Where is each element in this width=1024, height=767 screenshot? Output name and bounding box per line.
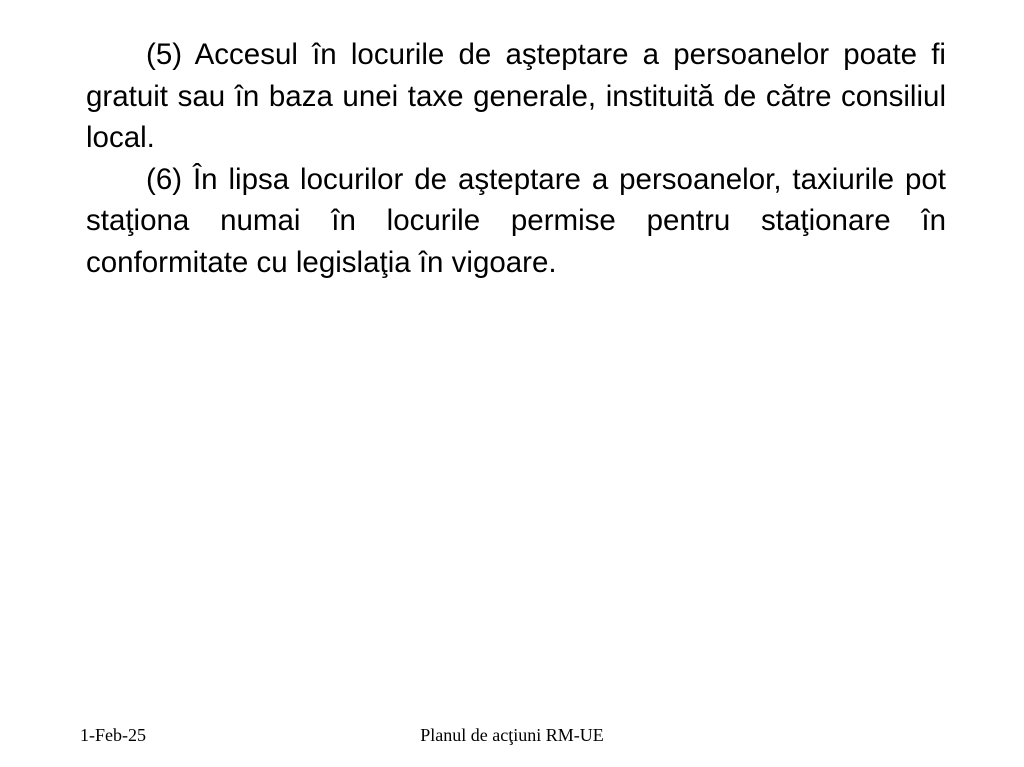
footer-title: Planul de acţiuni RM-UE (420, 725, 604, 745)
paragraph-5: (5) Accesul în locurile de aşteptare a persoanelor poate fi gratuit sau în baza unei taxe generale, instituită de către consiliul local. (86, 38, 946, 154)
footer-date: 1-Feb-25 (80, 725, 146, 745)
paragraph-6: (6) În lipsa locurilor de aşteptare a persoanelor, taxiurile pot staţiona numai în locurile permise pentru staţionare în conformitate cu legislaţia în vigoare. (86, 162, 946, 279)
slide-body (86, 34, 946, 283)
